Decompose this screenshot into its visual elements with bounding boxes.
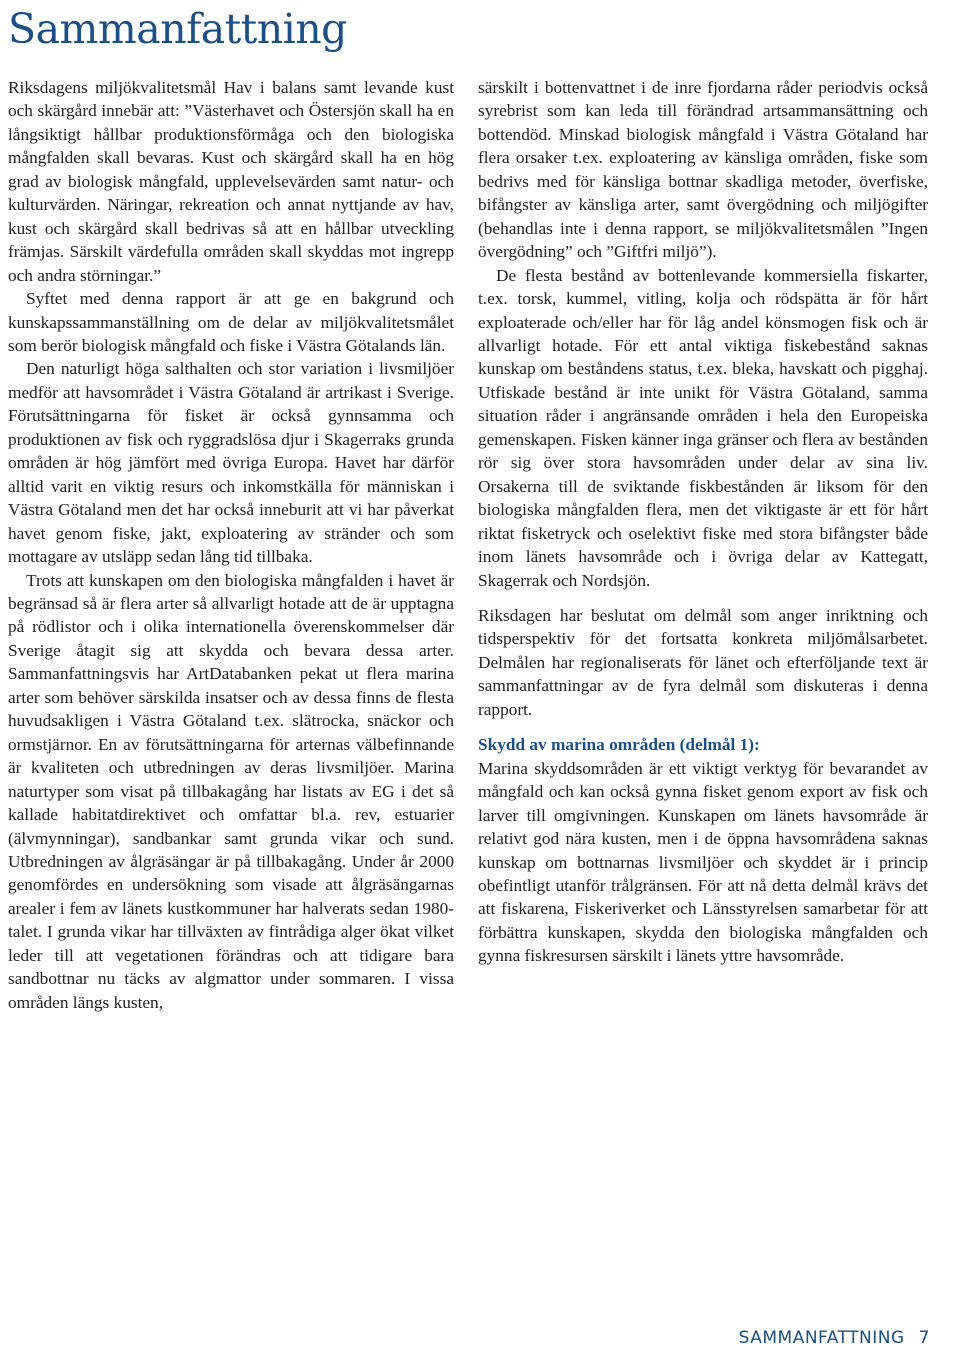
section-heading-sub: (delmål 1): bbox=[679, 735, 760, 755]
section-heading-title: Skydd av marina områden bbox=[478, 735, 676, 755]
paragraph-fish-stocks: De flesta bestånd av bottenlevande kommersiella fiskarter, t.ex. torsk, kummel, vitling, kolja och rödspätta är för hårt exploaterade och/eller har för låg andel könsmogen fisk och är allvarligt hotade. För ett antal viktiga fiskebestånd saknas kunskap om beståndens status, t.ex. bleka, havskatt och pigghaj. Utfiskade bestånd är inte unikt för Västra Götaland, samma situation råder i angränsande områden i hela den Europeiska gemenskapen. Fisken känner inga gränser och flera av bestånden rör sig över stora havsområden under delar av sina liv. Orsakerna till de sviktande fiskbestånden är liksom för den biologiska mångfalden flera, men det viktigaste är ett för hårt riktat fisketryck och oselektivt fiske med stora bifångster både inom länets havsområde och i övriga delar av Kattegatt, Skagerrak och Nordsjön. bbox=[478, 265, 928, 590]
page-title: Sammanfattning bbox=[8, 5, 347, 53]
paragraph-threatened-species: Trots att kunskapen om den biologiska mångfalden i havet är begränsad så är flera arter så allvarligt hotade att de är upptagna på rödlistor och i olika internationella överenskommelser där Sverige åtagit sig att skydda och bevara dessa arter. Sammanfattningsvis har ArtDatabanken pekat ut flera marina arter som behöver särskilda insatser och av dessa finns de flesta huvudsakligen i Västra Götaland t.ex. slätrocka, snäckor och ormstjärnor. En av förutsättningarna för arternas välbefinnande är kvaliteten och utbredningen av deras livsmiljöer. Marina naturtyper som visat på tillbakagång har listats av EG i det så kallade habitatdirektivet och omfattar bl.a. rev, estuarier (älvmynningar), sandbankar samt grunda vikar och sund. Utbredningen av ålgräsängar är på tillbakagång. Under år 2000 genomfördes en undersökning som visade att ålgräsängarnas arealer i fem av länets kustkommuner har halverats sedan 1980-talet. I grunda vikar har tillväxten av fintrådiga alger ökat vilket leder till att vegetationen förändras och att tidigare bara sandbottnar nu täcks av algmattor under sommaren. I vissa områden längs kusten, bbox=[8, 570, 454, 1012]
page-number: 7 bbox=[918, 1328, 930, 1348]
paragraph-oxygen-depletion: särskilt i bottenvattnet i de inre fjordarna råder periodvis också syrebrist som kan leda till förändrad artsammansättning och bottendöd. Minskad biologisk mångfald i Västra Götaland har flera orsaker t.ex. exploatering av känsliga områden, fiske som bedrivs med för känsliga bottnar skadliga metoder, överfiske, bifångster av känsliga arter, samt övergödning och miljögifter (behandlas inte i denna rapport, se miljökvalitetsmålen ”Ingen övergödning” och ”Giftfri miljö”). bbox=[478, 78, 928, 262]
paragraph-purpose: Syftet med denna rapport är att ge en bakgrund och kunskapssammanställning om de delar av miljökvalitetsmålet som berör biologisk mångfald och fiske i Västra Götalands län. bbox=[8, 289, 454, 355]
paragraph-salinity: Den naturligt höga salthalten och stor variation i livsmiljöer medför att havsområdet i Västra Götaland är artrikast i Sverige. Förutsättningarna för fisket är också gynnsamma och produktionen av fisk och ryggradslösa djur i Skagerraks grunda områden är hög jämfört med övriga Europa. Havet har därför alltid varit en viktig resurs och inkomstkälla för människan i Västra Götaland men det har också inneburit att vi har påverkat havet genom fiske, jakt, exploatering av stränder och som mottagare av utsläpp sedan lång tid tillbaka. bbox=[8, 359, 454, 567]
paragraph-goal-quote: Riksdagens miljökvalitetsmål Hav i balans samt levande kust och skärgård innebär att: ”Västerhavet och Östersjön skall ha en långsiktigt hållbar produktionsförmåga och den biologiska mångfalden skall bevaras. Kust och skärgård skall ha en hög grad av biologisk mångfald, upplevelsevärden samt natur- och kulturvärden. Näringar, rekreation och annat nyttjande av hav, kust och skärgård skall bedrivas så att en hållbar utveckling främjas. Särskilt värdefulla områden skall skyddas mot ingrepp och andra störningar.” bbox=[8, 78, 454, 285]
page-footer bbox=[739, 1328, 930, 1348]
paragraph-interim-targets: Riksdagen har beslutat om delmål som anger inriktning och tidsperspektiv för det fortsatta konkreta miljömålsarbetet. Delmålen har regionaliserats för länet och efterföljande text är sammanfattningar av de fyra delmål som diskuteras i denna rapport. bbox=[478, 605, 928, 719]
section-heading bbox=[478, 733, 928, 756]
right-column bbox=[478, 76, 928, 968]
left-column bbox=[8, 76, 454, 1014]
paragraph-marine-protection: Marina skyddsområden är ett viktigt verktyg för bevarandet av mångfald och kan också gynna fisket genom export av fisk och larver till omgivningen. Kunskapen om länets havsområde är relativt god nära kusten, men i de öppna havsområdena saknas kunskap om bottnarnas livsmiljöer och skyddet är i princip obefintligt utanför trålgränsen. För att nå detta delmål krävs det att fiskarena, Fiskeriverket och Länsstyrelsen samarbetar för att förbättra kunskapen, skydda den biologiska mångfalden och gynna fiskresursen särskilt i länets yttre havsområde. bbox=[478, 758, 928, 966]
footer-label: SAMMANFATTNING bbox=[738, 1328, 905, 1348]
